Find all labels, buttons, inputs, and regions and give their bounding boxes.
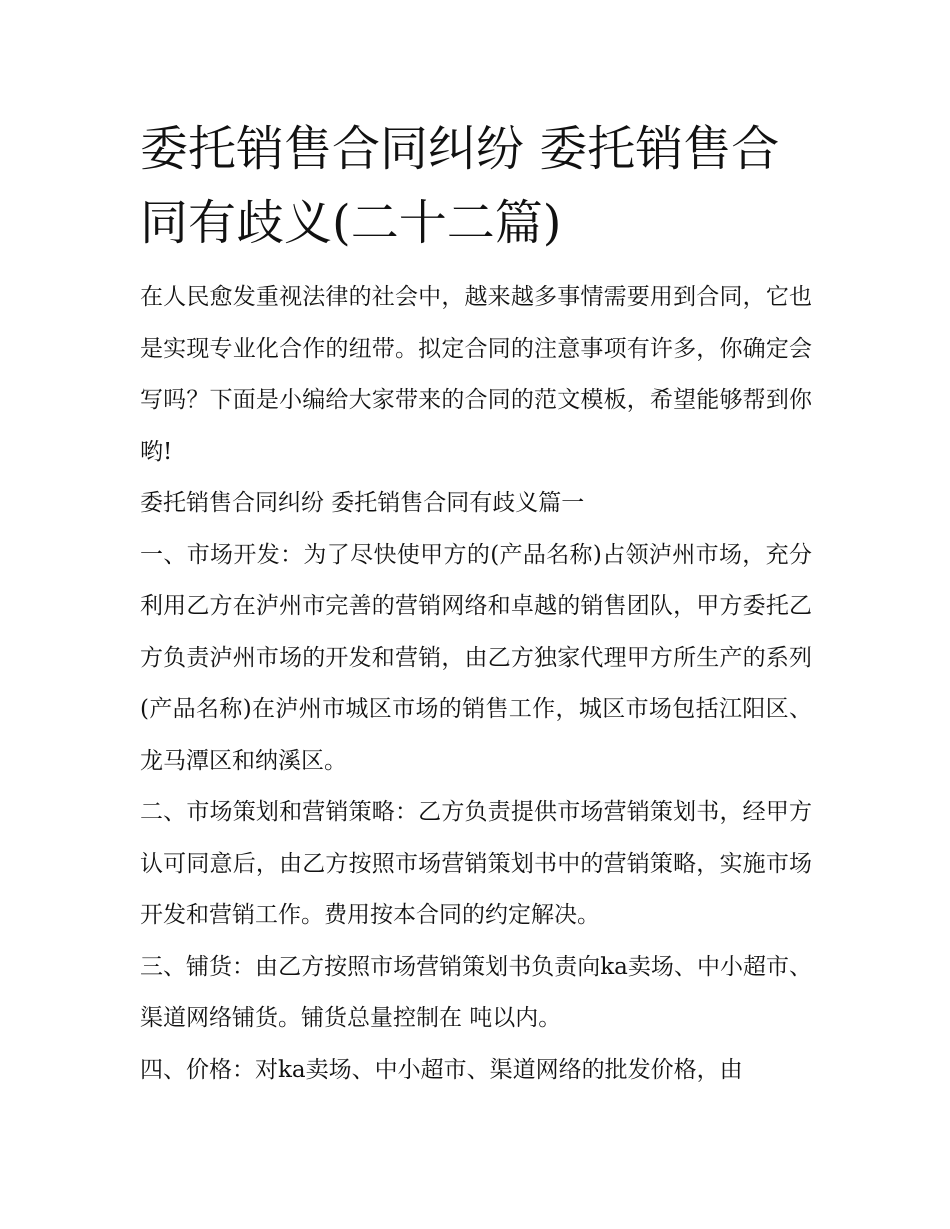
clause-marketing-strategy: 二、市场策划和营销策略：乙方负责提供市场营销策划书，经甲方认可同意后，由乙方按照市场营销策划书中的营销策略，实施市场开发和营销工作。费用按本合同的约定解决。 [140,799,812,928]
clause-distribution: 三、铺货：由乙方按照市场营销策划书负责向ka卖场、中小超市、渠道网络铺货。铺货总量控制在 吨以内。 [140,953,812,1031]
clause-pricing: 四、价格：对ka卖场、中小超市、渠道网络的批发价格，由 [140,1056,743,1083]
document-title: 委托销售合同纠纷 委托销售合同有歧义(二十二篇) [140,121,780,251]
section-heading: 委托销售合同纠纷 委托销售合同有歧义篇一 [140,490,585,516]
intro-paragraph: 在人民愈发重视法律的社会中，越来越多事情需要用到合同，它也是实现专业化合作的纽带。拟定合同的注意事项有许多，你确定会写吗？下面是小编给大家带来的合同的范文模板，希望能够帮到你哟! [140,284,812,465]
document-body [140,112,812,1096]
clause-market-development: 一、市场开发：为了尽快使甲方的(产品名称)占领泸州市场，充分利用乙方在泸州市完善的营销网络和卓越的销售团队，甲方委托乙方负责泸州市场的开发和营销，由乙方独家代理甲方所生产的系列(产品名称)在泸州市城区市场的销售工作，城区市场包括江阳区、龙马潭区和纳溪区。 [140,541,812,774]
